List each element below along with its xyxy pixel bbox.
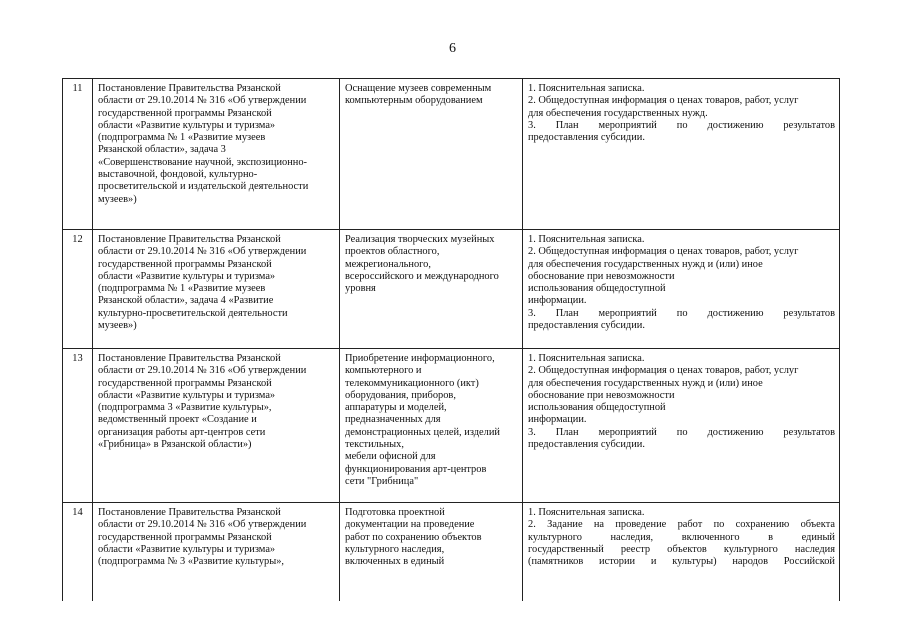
- documents-line: 2. Общедоступная информация о ценах товаров, работ, услуг: [528, 95, 799, 107]
- documents-line: для обеспечения государственных нужд и (или) иное: [528, 258, 763, 270]
- documents-cell: [523, 230, 840, 349]
- table-row: [63, 79, 840, 230]
- purpose-line: аппаратуры и моделей,: [345, 402, 447, 414]
- documents-line: (памятников истории и культуры) народов Российской: [528, 556, 835, 568]
- purpose-line: телекоммуникационного (икт): [345, 377, 479, 389]
- resolution-line: государственной программы Рязанской: [98, 107, 272, 119]
- purpose-line: компьютерным оборудованием: [345, 95, 483, 107]
- documents-line: культурного наследия, включенного в единый: [528, 531, 835, 543]
- documents-line: 3. План мероприятий по достижению результатов: [528, 426, 835, 438]
- purpose-line: функционирования арт-центров: [345, 463, 487, 475]
- documents-line: 1. Пояснительная записка.: [528, 83, 645, 94]
- resolution-line: «Грибница» в Рязанской области»): [98, 439, 252, 451]
- purpose-line: культурного наследия,: [345, 543, 445, 555]
- purpose-line: включенных в единый: [345, 556, 445, 568]
- resolution-line: «Совершенствование научной, экспозиционно-: [98, 156, 307, 168]
- documents-line: 1. Пояснительная записка.: [528, 507, 645, 518]
- purpose-line: Подготовка проектной: [345, 507, 445, 518]
- resolution-line: области «Развитие культуры и туризма»: [98, 543, 276, 555]
- resolution-line: области «Развитие культуры и туризма»: [98, 270, 276, 282]
- row-number: 14: [63, 503, 93, 602]
- documents-line: предоставления субсидии.: [528, 439, 645, 451]
- purpose-cell: [340, 503, 523, 602]
- row-number: 13: [63, 349, 93, 503]
- purpose-line: предназначенных для: [345, 414, 441, 426]
- purpose-line: Приобретение информационного,: [345, 353, 495, 364]
- purpose-line: документации на проведение: [345, 519, 475, 531]
- documents-line: для обеспечения государственных нужд и (или) иное: [528, 377, 763, 389]
- resolution-line: организация работы арт-центров сети: [98, 426, 266, 438]
- documents-line: 3. План мероприятий по достижению результатов: [528, 307, 835, 319]
- documents-line: 2. Общедоступная информация о ценах товаров, работ, услуг: [528, 246, 799, 258]
- documents-line: для обеспечения государственных нужд.: [528, 107, 708, 119]
- resolution-line: области от 29.10.2014 № 316 «Об утверждении: [98, 246, 307, 258]
- resolution-line: области «Развитие культуры и туризма»: [98, 119, 276, 131]
- purpose-line: проектов областного,: [345, 246, 440, 258]
- purpose-line: мебели офисной для: [345, 451, 436, 463]
- resolution-cell: [93, 503, 340, 602]
- resolution-line: Постановление Правительства Рязанской: [98, 234, 281, 245]
- documents-line: обоснование при невозможности: [528, 270, 675, 282]
- resolution-line: государственной программы Рязанской: [98, 531, 272, 543]
- table-row: [63, 503, 840, 602]
- purpose-line: межрегионального,: [345, 258, 431, 270]
- documents-cell: [523, 79, 840, 230]
- resolution-cell: [93, 349, 340, 503]
- resolution-line: Постановление Правительства Рязанской: [98, 507, 281, 518]
- purpose-cell: [340, 349, 523, 503]
- documents-line: обоснование при невозможности: [528, 389, 675, 401]
- resolution-line: (подпрограмма 3 «Развитие культуры»,: [98, 402, 272, 414]
- purpose-line: сети "Грибница": [345, 475, 419, 487]
- resolution-line: музеев»): [98, 193, 137, 205]
- resolution-line: культурно-просветительской деятельности: [98, 307, 288, 319]
- documents-line: использования общедоступной: [528, 402, 666, 414]
- purpose-line: Оснащение музеев современным: [345, 83, 492, 94]
- resolution-line: Постановление Правительства Рязанской: [98, 353, 281, 364]
- documents-line: информации.: [528, 414, 587, 426]
- documents-line: 2. Общедоступная информация о ценах товаров, работ, услуг: [528, 365, 799, 377]
- resolution-line: области «Развитие культуры и туризма»: [98, 389, 276, 401]
- resolution-line: области от 29.10.2014 № 316 «Об утверждении: [98, 95, 307, 107]
- documents-line: 1. Пояснительная записка.: [528, 353, 645, 364]
- resolution-line: Рязанской области», задача 3: [98, 144, 226, 156]
- subsidy-documents-table: [62, 78, 840, 601]
- purpose-line: демонстрационных целей, изделий: [345, 426, 500, 438]
- documents-line: 1. Пояснительная записка.: [528, 234, 645, 245]
- resolution-cell: [93, 79, 340, 230]
- resolution-line: государственной программы Рязанской: [98, 377, 272, 389]
- resolution-cell: [93, 230, 340, 349]
- documents-line: 2. Задание на проведение работ по сохранению объекта: [528, 519, 835, 531]
- resolution-line: государственной программы Рязанской: [98, 258, 272, 270]
- row-number: 12: [63, 230, 93, 349]
- table-row: [63, 349, 840, 503]
- purpose-line: текстильных,: [345, 439, 404, 451]
- purpose-line: Реализация творческих музейных: [345, 234, 495, 245]
- table-row: [63, 230, 840, 349]
- documents-line: предоставления субсидии.: [528, 320, 645, 332]
- documents-line: использования общедоступной: [528, 283, 666, 295]
- resolution-line: Постановление Правительства Рязанской: [98, 83, 281, 94]
- row-number: 11: [63, 79, 93, 230]
- resolution-line: выставочной, фондовой, культурно-: [98, 169, 258, 181]
- resolution-line: области от 29.10.2014 № 316 «Об утверждении: [98, 519, 307, 531]
- documents-line: информации.: [528, 295, 587, 307]
- documents-line: государственный реестр объектов культурного наследия: [528, 543, 835, 555]
- resolution-line: области от 29.10.2014 № 316 «Об утверждении: [98, 365, 307, 377]
- purpose-cell: [340, 230, 523, 349]
- resolution-line: (подпрограмма № 1 «Развитие музеев: [98, 132, 266, 144]
- resolution-line: ведомственный проект «Создание и: [98, 414, 257, 426]
- purpose-line: всероссийского и международного: [345, 270, 499, 282]
- documents-line: предоставления субсидии.: [528, 132, 645, 144]
- page-number: 6: [449, 41, 456, 56]
- purpose-cell: [340, 79, 523, 230]
- purpose-line: уровня: [345, 283, 376, 295]
- purpose-line: работ по сохранению объектов: [345, 531, 482, 543]
- resolution-line: (подпрограмма № 3 «Развитие культуры»,: [98, 556, 285, 568]
- resolution-line: (подпрограмма № 1 «Развитие музеев: [98, 283, 266, 295]
- documents-line: 3. План мероприятий по достижению результатов: [528, 119, 835, 131]
- documents-cell: [523, 503, 840, 602]
- resolution-line: просветительской и издательской деятельности: [98, 181, 309, 193]
- purpose-line: оборудования, приборов,: [345, 389, 456, 401]
- resolution-line: музеев»): [98, 320, 137, 332]
- documents-cell: [523, 349, 840, 503]
- resolution-line: Рязанской области», задача 4 «Развитие: [98, 295, 274, 307]
- purpose-line: компьютерного и: [345, 365, 422, 377]
